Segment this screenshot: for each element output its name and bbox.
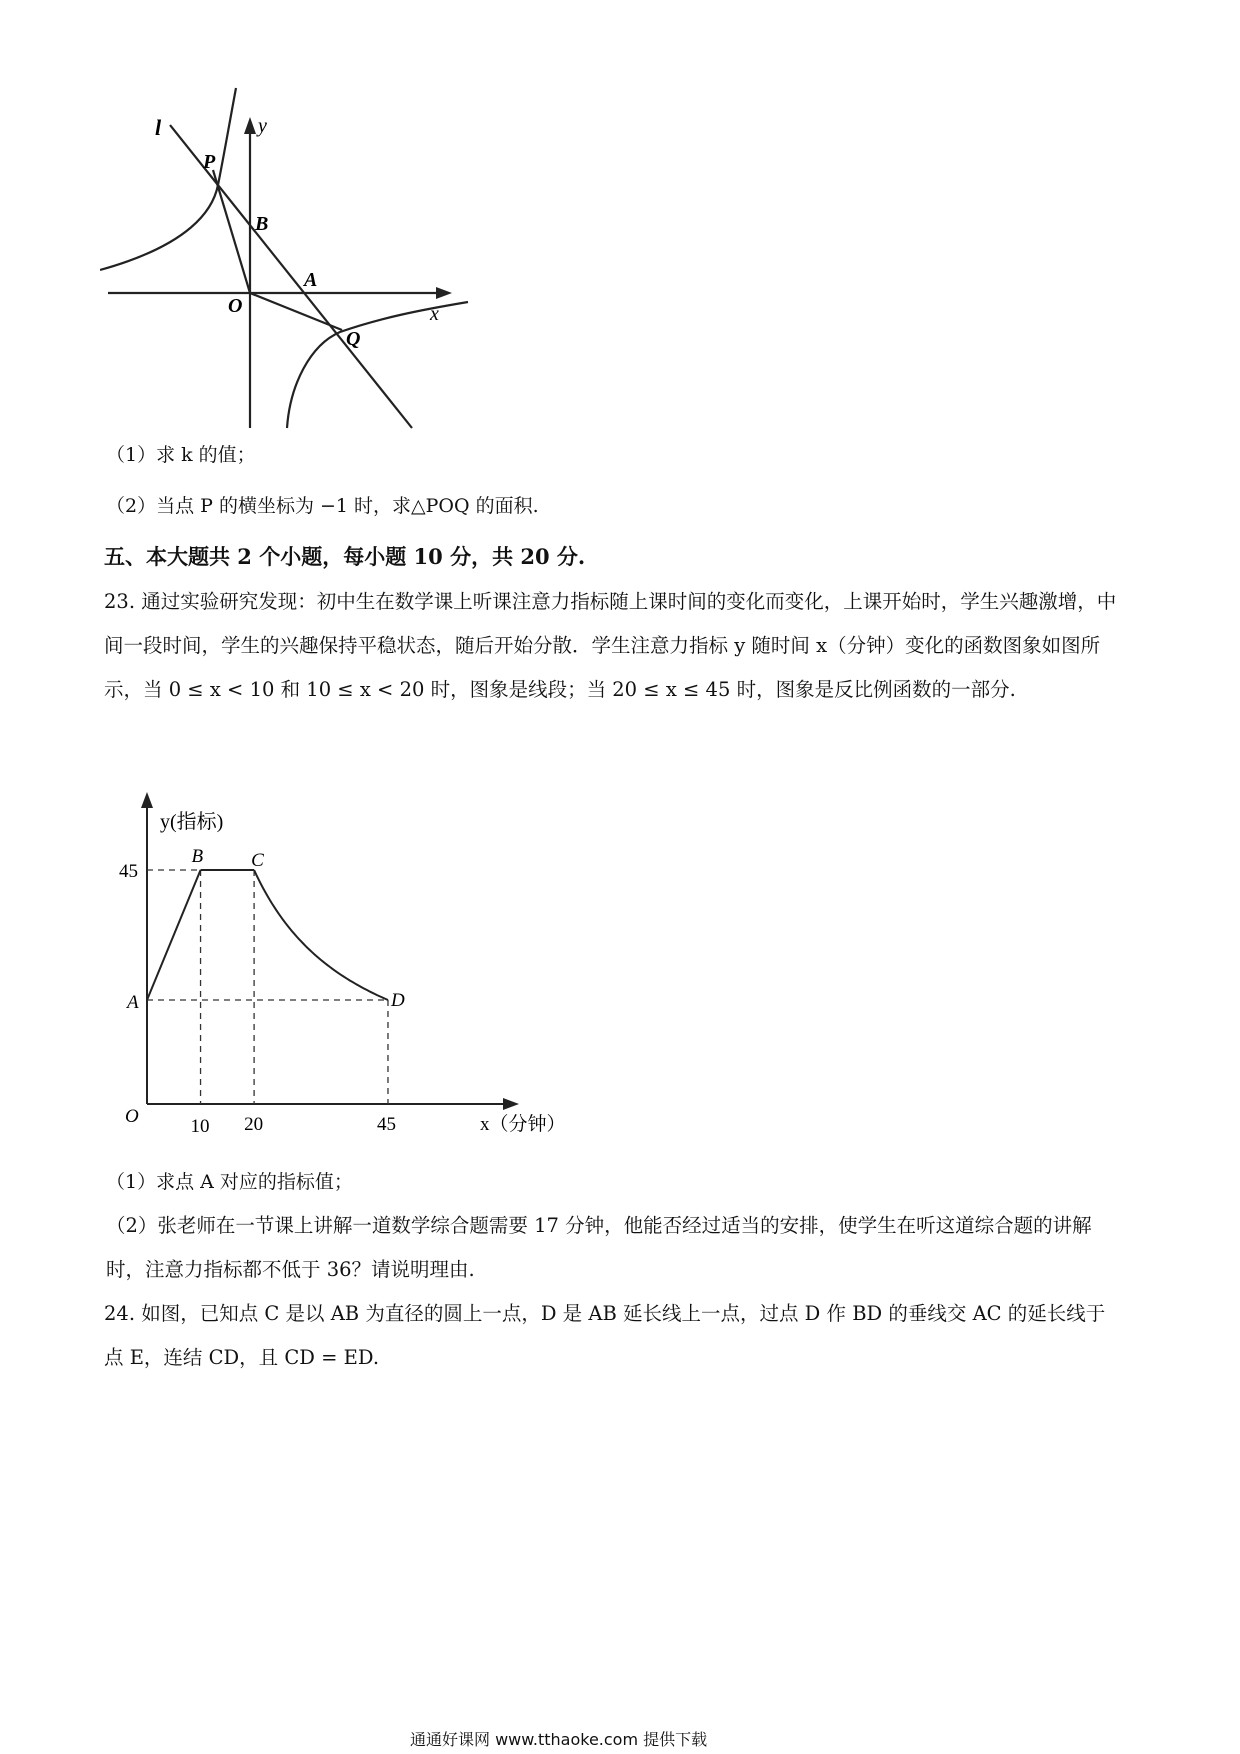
point-label-A: A xyxy=(127,992,139,1013)
q23-part1: （1）求点 A 对应的指标值； xyxy=(106,1171,353,1193)
attention-index-chart xyxy=(115,780,575,1145)
y-tick-label-45: 45 xyxy=(119,861,138,882)
x-axis-arrow xyxy=(503,1098,519,1110)
q22-part2: （2）当点 P 的横坐标为 −1 时，求△POQ 的面积. xyxy=(106,495,539,517)
x-tick-label-10: 10 xyxy=(190,1116,210,1137)
label-y: y xyxy=(258,115,267,137)
x-axis-title: x（分钟） xyxy=(480,1114,566,1135)
segment-AB xyxy=(147,870,201,1000)
y-axis-arrow xyxy=(141,792,153,808)
curve-CD xyxy=(254,870,388,1000)
section-heading: 五、本大题共 2 个小题，每小题 10 分，共 20 分. xyxy=(104,544,586,569)
label-A: A xyxy=(304,269,318,291)
hyperbola-branch-lower-right xyxy=(287,302,468,428)
q22-part1: （1）求 k 的值； xyxy=(106,444,256,466)
label-x: x xyxy=(430,303,439,325)
segment-OQ xyxy=(250,293,342,330)
q24-stem: 24. 如图，已知点 C 是以 AB 为直径的圆上一点，D 是 AB 延长线上一点，过点 D 作 BD 的垂线交 AC 的延长线于点 E，连结 CD，且 CD = ED. xyxy=(104,1302,1106,1369)
x-tick-label-20: 20 xyxy=(244,1114,264,1135)
figure-hyperbola-line xyxy=(100,80,480,435)
segment-OP xyxy=(213,170,250,293)
q23-part2: （2）张老师在一节课上讲解一道数学综合题需要 17 分钟，他能否经过适当的安排，使学生在听这道综合题的讲解时，注意力指标都不低于 36？请说明理由. xyxy=(106,1214,1092,1281)
label-B: B xyxy=(255,213,269,235)
label-P: P xyxy=(203,151,216,173)
q23-stem: 23. 通过实验研究发现：初中生在数学课上听课注意力指标随上课时间的变化而变化，上课开始时，学生兴趣激增，中间一段时间，学生的兴趣保持平稳状态，随后开始分散．学生注意力指标 y 随时间 x（分钟）变化的函数图象如图所示，当 0 ≤ x < 10 和 10 ≤ x < 20 时，图象是线段；当 20 ≤ x ≤ 45 时，图象是反比例函数的一部分. xyxy=(104,590,1117,701)
y-axis-title: y(指标) xyxy=(160,811,224,833)
label-O: O xyxy=(228,295,243,317)
y-axis-arrow xyxy=(244,117,256,134)
point-label-D: D xyxy=(390,990,405,1011)
point-label-C: C xyxy=(251,850,264,871)
x-axis-arrow xyxy=(436,287,452,299)
label-l: l xyxy=(155,115,162,140)
footer-source: 通通好课网 www.tthaoke.com 提供下载 xyxy=(410,1730,708,1749)
x-tick-label-45: 45 xyxy=(376,1114,396,1135)
origin-label: O xyxy=(125,1106,139,1127)
point-label-B: B xyxy=(191,846,204,867)
label-Q: Q xyxy=(346,328,361,350)
